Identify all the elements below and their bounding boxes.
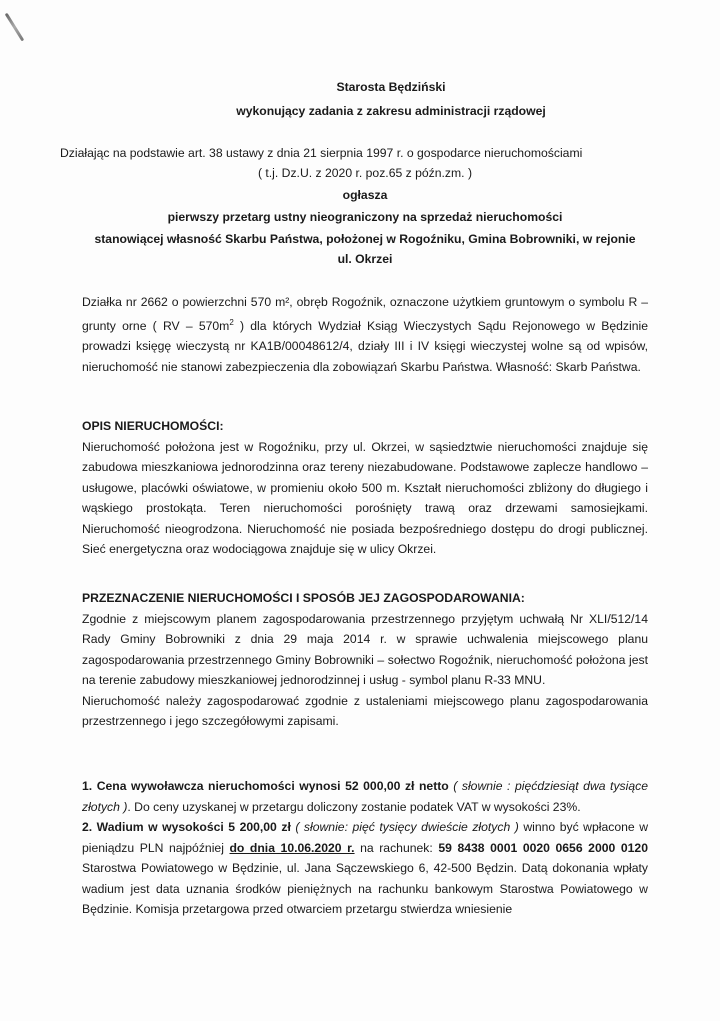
purpose-section [82,588,648,732]
description-text: Nieruchomość położona jest w Rogoźniku, przy ul. Okrzei, w sąsiedztwie nieruchomości znajduje się zabudowa mieszkaniowa jednorodzinna oraz tereny niezabudowane. Podstawowe zaplecze handlowo – usługowe, placówki oświatowe, w promieniu około 500 m. Kształt nieruchomości zbliżony do długiego i wąskiego prostokąta. Teren nieruchomości porośnięty trawą oraz drzewami samosiejkami. Nieruchomość nieogrodzona. Nieruchomość nie posiada bezpośredniego dostępu do drogi publicznej. Sieć energetyczna oraz wodociągowa znajduje się w ulicy Okrzei. [82,439,648,556]
announces-label: ogłasza [342,188,388,202]
deposit-text-c: Starostwa Powiatowego w Będzinie, ul. Jana Sączewskiego 6, 42-500 Będzin. Datą dokonania wpłaty wadium jest data uznania środków pieniężnych na rachunku bankowym Starostwa Powiatowego w Będzinie. Komisja przetargowa przed otwarciem przetargu stwierdza wniesienie [82,861,648,916]
deposit-text-a: winno być wpłacone w pieniądzu PLN najpóźniej [82,820,648,855]
tender-title-line1: pierwszy przetarg ustny nieograniczony na sprzedaż nieruchomości [167,210,563,224]
deposit-label: 2. Wadium w wysokości 5 200,00 zł [82,820,291,834]
description-section [82,416,648,560]
purpose-text-1: Zgodnie z miejscowym planem zagospodarowania przestrzennego przyjętym uchwałą Nr XLI/512/14 Rady Gminy Bobrowniki z dnia 29 maja 2014 r. w sprawie uchwalenia miejscowego planu zagospodarowania przestrzennego Gminy Bobrowniki – sołectwo Rogoźnik, nieruchomość położona jest na terenie zabudowy mieszkaniowej jednorodzinnej i usług - symbol planu R-33 MNU. [82,611,648,687]
deposit-deadline: do dnia 10.06.2020 r. [229,840,355,855]
bank-account-number: 59 8438 0001 0020 0656 2000 0120 [438,840,648,855]
terms-section [82,776,648,920]
staple-mark [5,13,25,42]
plot-paragraph [82,292,648,377]
plot-text-b: ) dla których Wydział Ksiąg Wieczystych Sądu Rejonowego w Będzinie prowadzi księgę wieczystą nr KA1B/00048612/4, działy III i IV księgi wieczystej wolne są od wpisów, nieruchomość nie stanowi zabezpieczenia dla zobowiązań Skarbu Państwa. Własność: Skarb Państwa. [82,318,649,374]
vat-note: . Do ceny uzyskanej w przetargu doliczony zostanie podatek VAT w wysokości 23%. [127,799,581,814]
deposit-in-words: ( słownie: pięć tysięcy dwieście złotych ) [290,820,519,834]
legal-basis-line1: Działając na podstawie art. 38 ustawy z dnia 21 sierpnia 1997 r. o gospodarce nieruchomościami [60,146,583,160]
description-heading: OPIS NIERUCHOMOŚCI: [82,419,224,433]
term-item-2 [82,817,648,920]
deposit-text-b: na rachunek: [354,840,439,855]
tender-title-line2: stanowiącej własność Skarbu Państwa, położonej w Rogoźniku, Gmina Bobrowniki, w rejonie [94,232,636,246]
plot-text-a: Działka nr 2662 o powierzchni 570 m², obręb Rogoźnik, oznaczone użytkiem gruntowym o symbolu R – grunty orne ( RV – 570m [82,295,648,333]
authority-subtitle: wykonujący zadania z zakresu administracji rządowej [236,104,546,118]
term-item-1 [82,776,648,817]
purpose-text-2: Nieruchomość należy zagospodarować zgodnie z ustaleniami miejscowego planu zagospodarowania przestrzennego i jego szczegółowymi zapisami. [82,693,648,728]
price-in-words: ( słownie : pięćdziesiąt dwa tysiące złotych ) [82,779,648,814]
purpose-heading: PRZEZNACZENIE NIERUCHOMOŚCI I SPOSÓB JEJ ZAGOSPODAROWANIA: [82,591,525,605]
authority-title: Starosta Będziński [336,80,446,94]
plot-superscript: 2 [229,317,234,327]
legal-basis-line2: ( t.j. Dz.U. z 2020 r. poz.65 z późn.zm. ) [257,166,473,180]
tender-title-line3: ul. Okrzei [337,252,393,266]
price-label: 1. Cena wywoławcza nieruchomości wynosi 52 000,00 zł netto [82,779,449,793]
